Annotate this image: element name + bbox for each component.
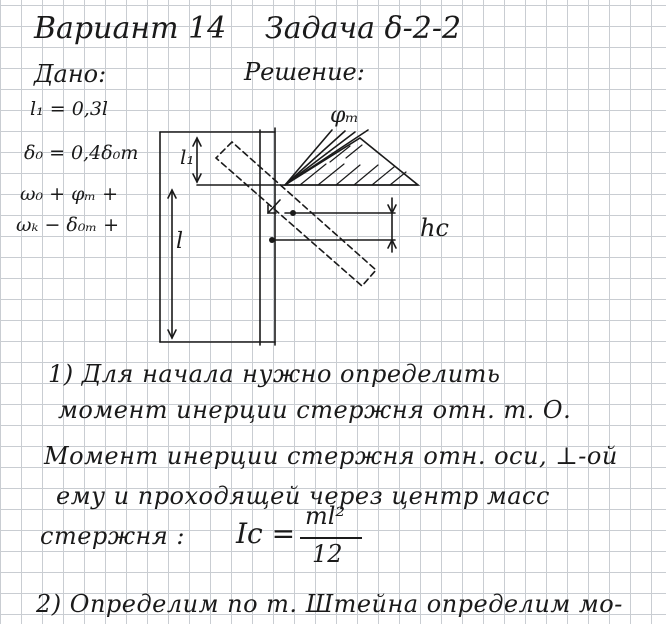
phi-label: φₘ bbox=[330, 103, 359, 128]
formula-lhs: Iс = bbox=[236, 517, 296, 550]
solution-line-4: ему и проходящей через центр масс bbox=[56, 482, 550, 510]
l-label: l bbox=[176, 229, 184, 254]
given-omegak: ωₖ − δ₀ₘ + bbox=[16, 214, 120, 236]
formula-numerator: ml² bbox=[305, 502, 346, 530]
solution-line-6: 2) Определим по т. Штейна определим мо- bbox=[36, 590, 623, 618]
variant-title: Вариант 14 bbox=[34, 11, 227, 46]
hc-label: hc bbox=[420, 214, 449, 242]
solution-line-3: Момент инерции стержня отн. оси, ⊥-ой bbox=[44, 442, 618, 470]
task-title: Задача δ-2-2 bbox=[265, 11, 462, 46]
solution-line-2: момент инерции стержня отн. т. О. bbox=[58, 396, 572, 424]
formula-denominator: 12 bbox=[312, 540, 343, 568]
given-delta0: δ₀ = 0,4δ₀т bbox=[24, 142, 139, 164]
given-omega0: ω₀ + φₘ + bbox=[20, 183, 119, 205]
solution-line-1: 1) Для начала нужно определить bbox=[48, 360, 501, 388]
solution-heading: Решение: bbox=[244, 58, 365, 86]
fraction-bar bbox=[300, 537, 362, 539]
given-heading: Дано: bbox=[34, 60, 107, 88]
l1-label: l₁ bbox=[180, 145, 195, 169]
given-l1: l₁ = 0,3l bbox=[30, 98, 108, 120]
solution-line-5: стержня : bbox=[40, 522, 185, 550]
